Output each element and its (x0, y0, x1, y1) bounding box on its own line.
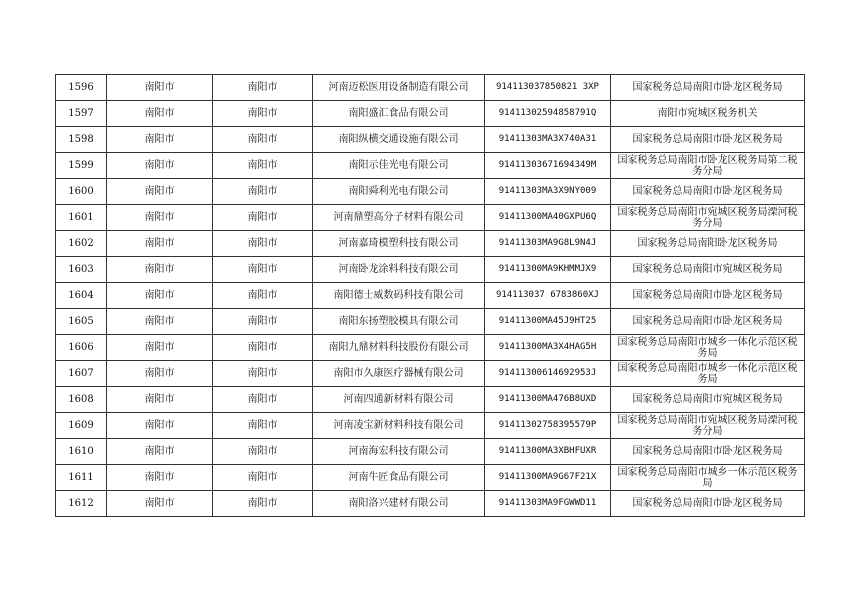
county-cell: 南阳市 (213, 257, 313, 283)
tax-authority-cell: 国家税务总局南阳市卧龙区税务局 (611, 283, 805, 309)
city-cell: 南阳市 (107, 413, 213, 439)
tax-authority-cell: 国家税务总局南阳市宛城区税务局 (611, 257, 805, 283)
city-cell: 南阳市 (107, 101, 213, 127)
company-name-cell: 南阳德士威数码科技有限公司 (313, 283, 485, 309)
county-cell: 南阳市 (213, 465, 313, 491)
company-name-cell: 南阳市久康医疗器械有限公司 (313, 361, 485, 387)
table-row (56, 257, 805, 283)
county-cell: 南阳市 (213, 335, 313, 361)
row-index-cell: 1602 (56, 231, 107, 257)
table-row (56, 335, 805, 361)
county-cell: 南阳市 (213, 127, 313, 153)
row-index-cell: 1605 (56, 309, 107, 335)
city-cell: 南阳市 (107, 309, 213, 335)
company-name-cell: 南阳九鼎材料科技股份有限公司 (313, 335, 485, 361)
table-row (56, 309, 805, 335)
county-cell: 南阳市 (213, 309, 313, 335)
city-cell: 南阳市 (107, 75, 213, 101)
company-name-cell: 河南四通新材料有限公司 (313, 387, 485, 413)
table-row (56, 283, 805, 309)
table-row (56, 153, 805, 179)
county-cell: 南阳市 (213, 101, 313, 127)
table-row (56, 231, 805, 257)
credit-code-cell: 91411300MA9KHMMJX9 (485, 257, 611, 283)
city-cell: 南阳市 (107, 283, 213, 309)
row-index-cell: 1609 (56, 413, 107, 439)
county-cell: 南阳市 (213, 413, 313, 439)
city-cell: 南阳市 (107, 465, 213, 491)
tax-authority-cell: 国家税务总局南阳市城乡一体示范区税务局 (611, 465, 805, 491)
credit-code-cell: 91411303MA3X740A31 (485, 127, 611, 153)
credit-code-cell: 91411302758395579P (485, 413, 611, 439)
credit-code-cell: 91411300MA40GXPU6Q (485, 205, 611, 231)
county-cell: 南阳市 (213, 439, 313, 465)
row-index-cell: 1611 (56, 465, 107, 491)
credit-code-cell: 91411303MA9FGWWD11 (485, 491, 611, 517)
tax-authority-cell: 国家税务总局南阳市城乡一体化示范区税务局 (611, 335, 805, 361)
row-index-cell: 1600 (56, 179, 107, 205)
company-name-cell: 河南鼎塑高分子材料有限公司 (313, 205, 485, 231)
city-cell: 南阳市 (107, 361, 213, 387)
company-name-cell: 南阳示佳光电有限公司 (313, 153, 485, 179)
credit-code-cell: 914113037850821 3XP (485, 75, 611, 101)
company-name-cell: 河南卧龙涂料科技有限公司 (313, 257, 485, 283)
company-name-cell: 河南嘉琦模塑科技有限公司 (313, 231, 485, 257)
table-row (56, 205, 805, 231)
city-cell: 南阳市 (107, 439, 213, 465)
county-cell: 南阳市 (213, 361, 313, 387)
tax-authority-cell: 南阳市宛城区税务机关 (611, 101, 805, 127)
company-name-cell: 河南凌宝新材料科技有限公司 (313, 413, 485, 439)
tax-authority-cell: 国家税务总局南阳市宛城区税务局 (611, 387, 805, 413)
row-index-cell: 1597 (56, 101, 107, 127)
credit-code-cell: 91411300MA45J9HT25 (485, 309, 611, 335)
row-index-cell: 1610 (56, 439, 107, 465)
city-cell: 南阳市 (107, 387, 213, 413)
county-cell: 南阳市 (213, 387, 313, 413)
credit-code-cell: 91411300MA476B8UXD (485, 387, 611, 413)
county-cell: 南阳市 (213, 283, 313, 309)
row-index-cell: 1601 (56, 205, 107, 231)
row-index-cell: 1606 (56, 335, 107, 361)
county-cell: 南阳市 (213, 491, 313, 517)
tax-authority-cell: 国家税务总局南阳市卧龙区税务局 (611, 491, 805, 517)
credit-code-cell: 91411303MA3X9NY009 (485, 179, 611, 205)
city-cell: 南阳市 (107, 179, 213, 205)
tax-authority-cell: 国家税务总局南阳市卧龙区税务局第二税务分局 (611, 153, 805, 179)
company-name-cell: 南阳舜利光电有限公司 (313, 179, 485, 205)
tax-authority-cell: 国家税务总局南阳市卧龙区税务局 (611, 439, 805, 465)
table-row (56, 101, 805, 127)
credit-code-cell: 91411300614692953J (485, 361, 611, 387)
credit-code-cell: 91411303671694349M (485, 153, 611, 179)
tax-authority-cell: 国家税务总局南阳市城乡一体化示范区税务局 (611, 361, 805, 387)
county-cell: 南阳市 (213, 75, 313, 101)
row-index-cell: 1599 (56, 153, 107, 179)
company-name-cell: 河南迈松医用设备制造有限公司 (313, 75, 485, 101)
table-row (56, 127, 805, 153)
table-row (56, 413, 805, 439)
registry-table (55, 74, 805, 517)
row-index-cell: 1598 (56, 127, 107, 153)
company-name-cell: 南阳盛汇食品有限公司 (313, 101, 485, 127)
company-name-cell: 河南海宏科技有限公司 (313, 439, 485, 465)
company-name-cell: 南阳洛兴建材有限公司 (313, 491, 485, 517)
table-row (56, 491, 805, 517)
county-cell: 南阳市 (213, 231, 313, 257)
credit-code-cell: 91411302594858791Q (485, 101, 611, 127)
row-index-cell: 1596 (56, 75, 107, 101)
tax-authority-cell: 国家税务总局南阳卧龙区税务局 (611, 231, 805, 257)
company-name-cell: 河南牛匠食品有限公司 (313, 465, 485, 491)
city-cell: 南阳市 (107, 231, 213, 257)
credit-code-cell: 91411303MA9G8L9N4J (485, 231, 611, 257)
table-row (56, 439, 805, 465)
row-index-cell: 1612 (56, 491, 107, 517)
table-row (56, 361, 805, 387)
tax-authority-cell: 国家税务总局南阳市宛城区税务局溧河税务分局 (611, 413, 805, 439)
county-cell: 南阳市 (213, 179, 313, 205)
row-index-cell: 1603 (56, 257, 107, 283)
credit-code-cell: 914113037 6783860XJ (485, 283, 611, 309)
tax-authority-cell: 国家税务总局南阳市卧龙区税务局 (611, 309, 805, 335)
credit-code-cell: 91411300MA9G67F21X (485, 465, 611, 491)
city-cell: 南阳市 (107, 335, 213, 361)
county-cell: 南阳市 (213, 153, 313, 179)
credit-code-cell: 91411300MA3X4HAG5H (485, 335, 611, 361)
company-name-cell: 南阳纵横交通设施有限公司 (313, 127, 485, 153)
tax-authority-cell: 国家税务总局南阳市卧龙区税务局 (611, 75, 805, 101)
table-row (56, 179, 805, 205)
tax-authority-cell: 国家税务总局南阳市卧龙区税务局 (611, 127, 805, 153)
table-row (56, 465, 805, 491)
table-row (56, 75, 805, 101)
county-cell: 南阳市 (213, 205, 313, 231)
company-name-cell: 南阳东扬塑胶模具有限公司 (313, 309, 485, 335)
credit-code-cell: 91411300MA3XBHFUXR (485, 439, 611, 465)
tax-authority-cell: 国家税务总局南阳市卧龙区税务局 (611, 179, 805, 205)
tax-authority-cell: 国家税务总局南阳市宛城区税务局溧河税务分局 (611, 205, 805, 231)
city-cell: 南阳市 (107, 205, 213, 231)
city-cell: 南阳市 (107, 257, 213, 283)
city-cell: 南阳市 (107, 491, 213, 517)
table-body (56, 75, 805, 517)
table-row (56, 387, 805, 413)
row-index-cell: 1608 (56, 387, 107, 413)
row-index-cell: 1604 (56, 283, 107, 309)
city-cell: 南阳市 (107, 127, 213, 153)
city-cell: 南阳市 (107, 153, 213, 179)
row-index-cell: 1607 (56, 361, 107, 387)
